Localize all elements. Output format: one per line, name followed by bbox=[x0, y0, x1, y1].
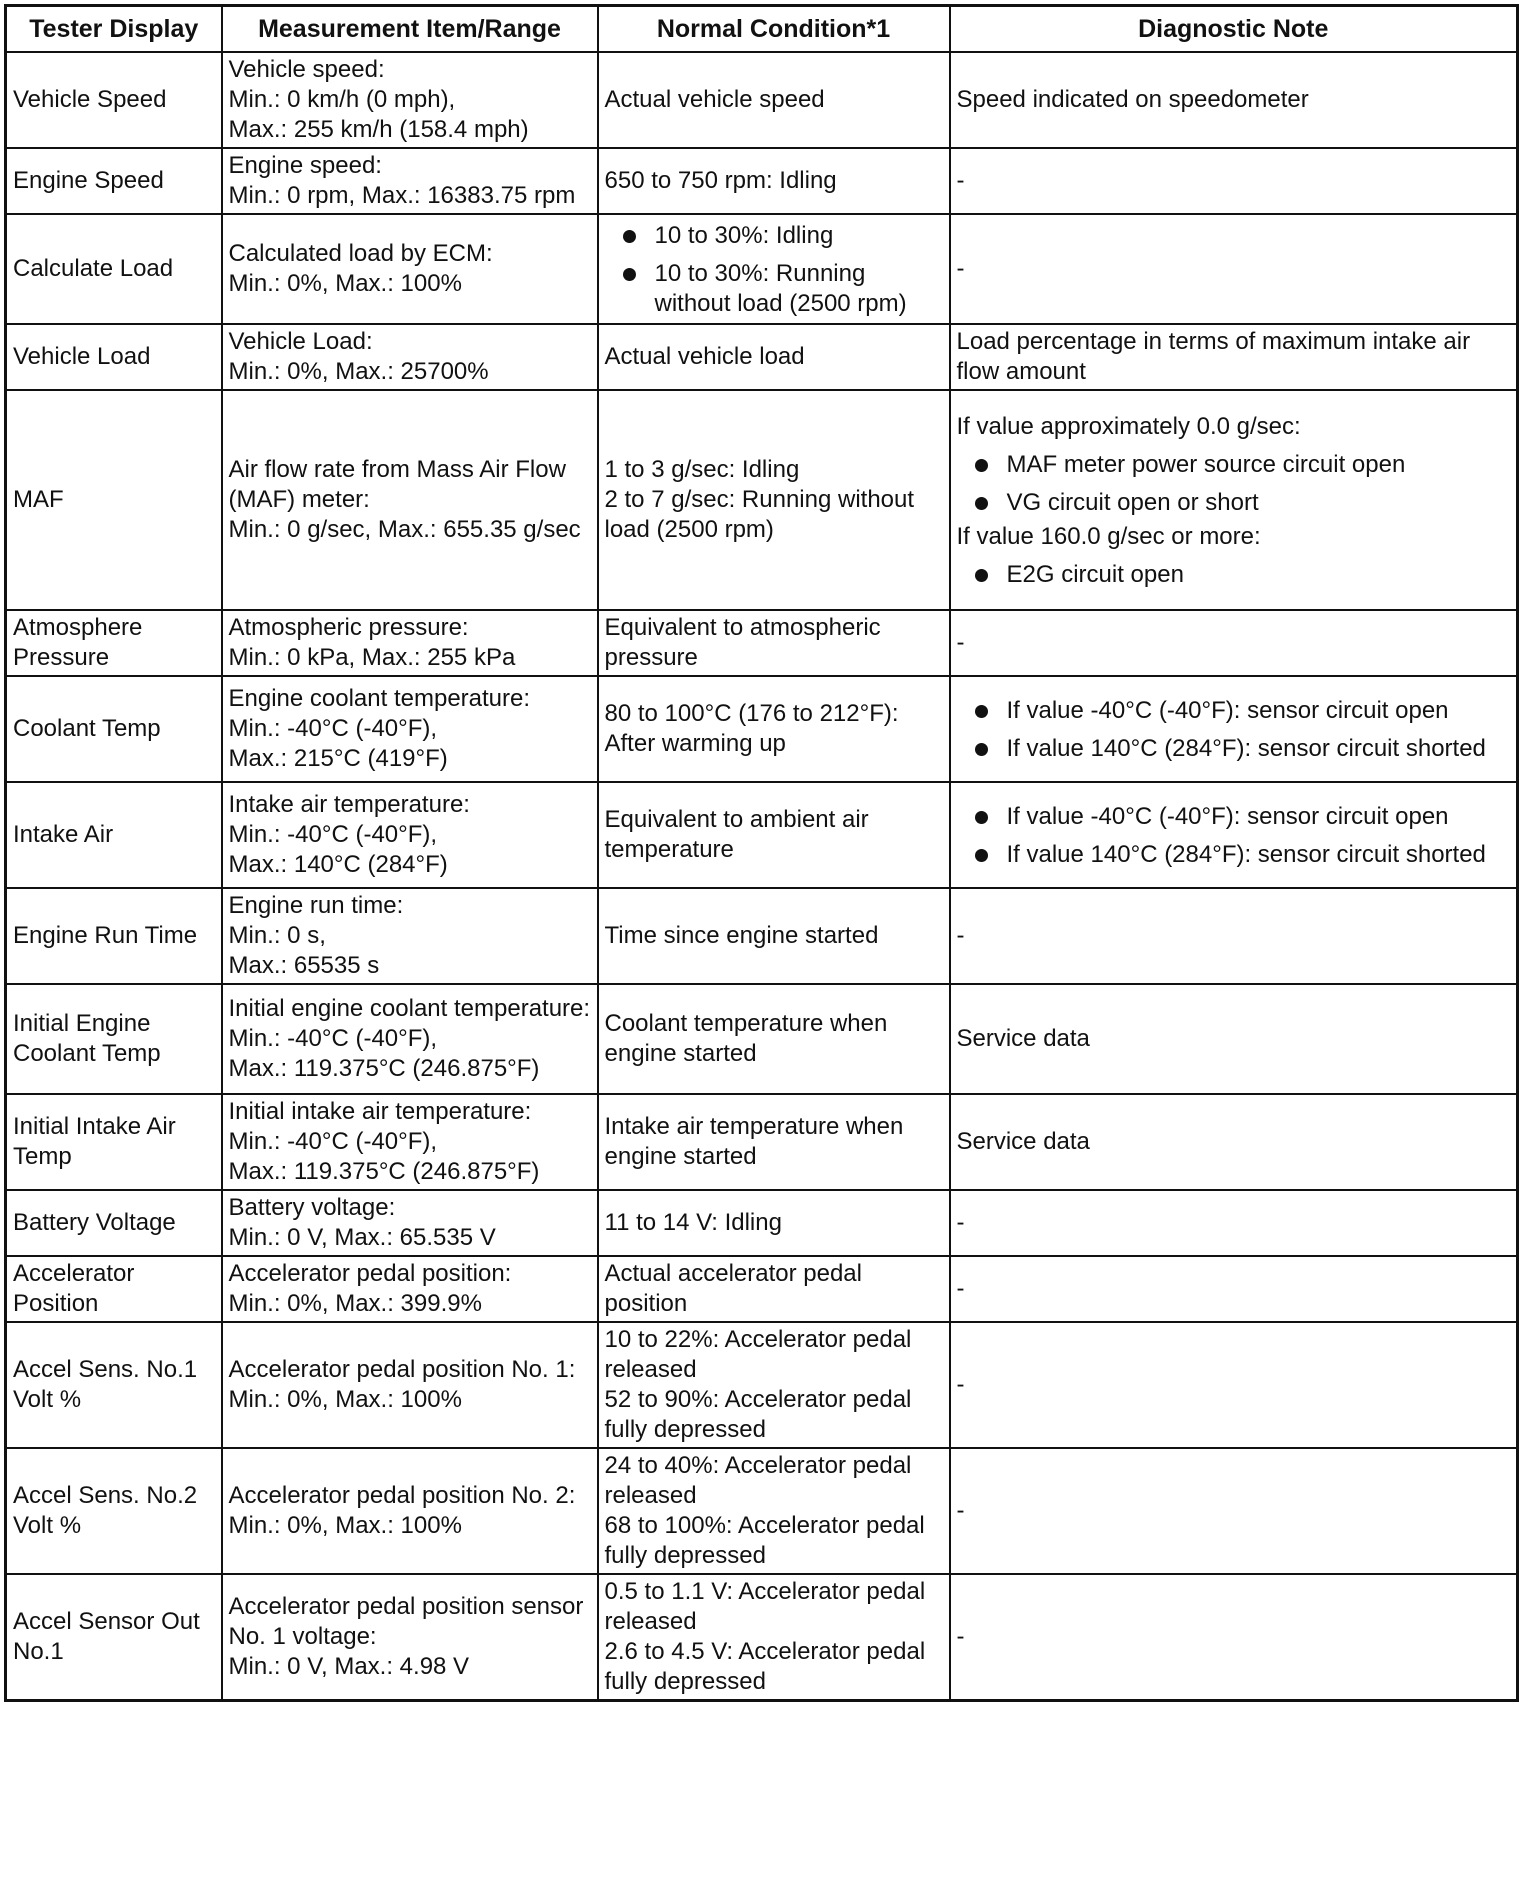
measurement-text: Accelerator pedal position No. 1: bbox=[228, 1356, 576, 1383]
table-row bbox=[6, 1448, 1518, 1574]
bullet-item bbox=[957, 734, 1511, 764]
normal-condition-cell bbox=[598, 1256, 950, 1322]
diagnostic-note-text: Speed indicated on speedometer bbox=[956, 86, 1309, 113]
tester-display-cell bbox=[6, 782, 222, 888]
tester-display-cell bbox=[6, 390, 222, 610]
bullet-item bbox=[957, 840, 1511, 870]
bullet-text: If value -40°C (-40°F): sensor circuit open bbox=[1006, 697, 1449, 724]
measurement-text: Accelerator pedal position: bbox=[228, 1260, 512, 1287]
normal-condition-text: 68 to 100%: Accelerator pedal fully depressed bbox=[604, 1512, 925, 1569]
tester-display-cell bbox=[6, 1190, 222, 1256]
tester-display-cell bbox=[6, 984, 222, 1094]
tester-display-cell bbox=[6, 1448, 222, 1574]
table-row bbox=[6, 148, 1518, 214]
normal-condition-cell bbox=[598, 1190, 950, 1256]
diagnostic-note-text: Service data bbox=[956, 1025, 1090, 1052]
normal-condition-text: Equivalent to atmospheric pressure bbox=[604, 614, 881, 671]
measurement-text: Min.: 0 g/sec, Max.: 655.35 g/sec bbox=[228, 516, 581, 543]
measurement-text: Min.: 0%, Max.: 100% bbox=[228, 1512, 462, 1539]
tester-display-text: Coolant Temp bbox=[13, 715, 161, 742]
measurement-text: Min.: 0 V, Max.: 4.98 V bbox=[228, 1653, 470, 1680]
diagnostic-note-cell bbox=[950, 148, 1518, 214]
measurement-text: Max.: 119.375°C (246.875°F) bbox=[228, 1055, 540, 1082]
note-intro: If value 160.0 g/sec or more: bbox=[956, 523, 1261, 550]
measurement-text: Battery voltage: bbox=[228, 1194, 396, 1221]
measurement-cell bbox=[222, 782, 598, 888]
empty-dash: - bbox=[956, 922, 965, 949]
header-tester-display: Tester Display bbox=[6, 6, 222, 53]
normal-condition-text: Actual accelerator pedal position bbox=[604, 1260, 862, 1317]
bullet-list bbox=[957, 802, 1511, 870]
table-row bbox=[6, 888, 1518, 984]
empty-dash: - bbox=[956, 1371, 965, 1398]
measurement-text: Max.: 119.375°C (246.875°F) bbox=[228, 1158, 540, 1185]
bullet-item bbox=[605, 259, 943, 319]
diagnostic-note-cell bbox=[950, 324, 1518, 390]
measurement-cell bbox=[222, 610, 598, 676]
bullet-icon bbox=[975, 743, 988, 756]
normal-condition-text: 10 to 22%: Accelerator pedal released bbox=[604, 1326, 912, 1383]
bullet-item bbox=[957, 560, 1511, 590]
measurement-text: Min.: 0%, Max.: 399.9% bbox=[228, 1290, 482, 1317]
diagnostic-note-cell bbox=[950, 1094, 1518, 1190]
table-row bbox=[6, 676, 1518, 782]
header-diagnostic-note: Diagnostic Note bbox=[950, 6, 1518, 53]
diagnostic-note-cell bbox=[950, 610, 1518, 676]
measurement-text: Min.: -40°C (-40°F), bbox=[228, 1025, 438, 1052]
bullet-icon bbox=[975, 811, 988, 824]
tester-display-text: MAF bbox=[13, 486, 64, 513]
bullet-icon bbox=[975, 459, 988, 472]
measurement-cell bbox=[222, 1190, 598, 1256]
normal-condition-text: Equivalent to ambient air temperature bbox=[604, 806, 869, 863]
header-measurement: Measurement Item/Range bbox=[222, 6, 598, 53]
bullet-icon bbox=[975, 569, 988, 582]
tester-display-cell bbox=[6, 676, 222, 782]
diagnostic-note-cell bbox=[950, 1574, 1518, 1701]
normal-condition-text: 0.5 to 1.1 V: Accelerator pedal released bbox=[604, 1578, 926, 1635]
bullet-text: If value -40°C (-40°F): sensor circuit open bbox=[1006, 803, 1449, 830]
normal-condition-text: Coolant temperature when engine started bbox=[604, 1010, 888, 1067]
measurement-cell bbox=[222, 676, 598, 782]
tester-display-text: Engine Run Time bbox=[13, 922, 198, 949]
measurement-text: Min.: -40°C (-40°F), bbox=[228, 1128, 438, 1155]
empty-dash: - bbox=[956, 1275, 965, 1302]
tester-display-cell bbox=[6, 1574, 222, 1701]
tester-display-text: Accel Sens. No.2 Volt % bbox=[13, 1482, 198, 1539]
tester-display-cell bbox=[6, 214, 222, 324]
normal-condition-text: Actual vehicle speed bbox=[604, 86, 825, 113]
normal-condition-text: Time since engine started bbox=[604, 922, 879, 949]
tester-display-cell bbox=[6, 610, 222, 676]
measurement-text: Min.: 0%, Max.: 100% bbox=[228, 270, 462, 297]
normal-condition-text: 2.6 to 4.5 V: Accelerator pedal fully depressed bbox=[604, 1638, 926, 1695]
bullet-icon bbox=[975, 497, 988, 510]
measurement-text: Min.: 0 V, Max.: 65.535 V bbox=[228, 1224, 496, 1251]
measurement-text: Min.: 0 kPa, Max.: 255 kPa bbox=[228, 644, 516, 671]
normal-condition-cell bbox=[598, 610, 950, 676]
measurement-cell bbox=[222, 1094, 598, 1190]
tester-display-cell bbox=[6, 888, 222, 984]
tester-display-cell bbox=[6, 52, 222, 148]
tester-display-text: Atmosphere Pressure bbox=[13, 614, 143, 671]
tester-display-text: Initial Intake Air Temp bbox=[13, 1113, 176, 1170]
table-row bbox=[6, 1322, 1518, 1448]
measurement-text: Engine run time: bbox=[228, 892, 404, 919]
normal-condition-cell bbox=[598, 782, 950, 888]
normal-condition-cell bbox=[598, 1448, 950, 1574]
bullet-icon bbox=[623, 268, 636, 281]
note-intro: If value approximately 0.0 g/sec: bbox=[956, 413, 1301, 440]
data-list-table bbox=[4, 4, 1519, 1702]
normal-condition-cell bbox=[598, 1322, 950, 1448]
diagnostic-note-cell bbox=[950, 1448, 1518, 1574]
diagnostic-note-text: Load percentage in terms of maximum intake air flow amount bbox=[956, 328, 1471, 385]
measurement-cell bbox=[222, 1574, 598, 1701]
measurement-text: Max.: 215°C (419°F) bbox=[228, 745, 448, 772]
measurement-cell bbox=[222, 390, 598, 610]
measurement-text: Initial intake air temperature: bbox=[228, 1098, 532, 1125]
measurement-cell bbox=[222, 888, 598, 984]
measurement-cell bbox=[222, 214, 598, 324]
normal-condition-cell bbox=[598, 214, 950, 324]
empty-dash: - bbox=[956, 167, 965, 194]
bullet-item bbox=[957, 696, 1511, 726]
header-normal-condition: Normal Condition*1 bbox=[598, 6, 950, 53]
tester-display-text: Initial Engine Coolant Temp bbox=[13, 1010, 161, 1067]
tester-display-cell bbox=[6, 148, 222, 214]
table-row bbox=[6, 1256, 1518, 1322]
bullet-item bbox=[605, 221, 943, 251]
tester-display-text: Accel Sens. No.1 Volt % bbox=[13, 1356, 198, 1413]
tester-display-text: Battery Voltage bbox=[13, 1209, 176, 1236]
bullet-list bbox=[605, 221, 943, 319]
bullet-list bbox=[957, 560, 1511, 590]
measurement-text: Vehicle speed: bbox=[228, 56, 385, 83]
bullet-item bbox=[957, 450, 1511, 480]
measurement-text: Min.: 0%, Max.: 25700% bbox=[228, 358, 489, 385]
measurement-cell bbox=[222, 1256, 598, 1322]
normal-condition-cell bbox=[598, 148, 950, 214]
measurement-text: Min.: 0 s, bbox=[228, 922, 326, 949]
table-row bbox=[6, 1190, 1518, 1256]
normal-condition-cell bbox=[598, 390, 950, 610]
normal-condition-cell bbox=[598, 888, 950, 984]
table-row bbox=[6, 390, 1518, 610]
measurement-cell bbox=[222, 1448, 598, 1574]
normal-condition-text: 2 to 7 g/sec: Running without load (2500 rpm) bbox=[604, 486, 915, 543]
normal-condition-text: 24 to 40%: Accelerator pedal released bbox=[604, 1452, 912, 1509]
normal-condition-cell bbox=[598, 52, 950, 148]
tester-display-cell bbox=[6, 1256, 222, 1322]
table-row bbox=[6, 782, 1518, 888]
empty-dash: - bbox=[956, 1209, 965, 1236]
tester-display-text: Accelerator Position bbox=[13, 1260, 135, 1317]
tester-display-cell bbox=[6, 1322, 222, 1448]
table-row bbox=[6, 52, 1518, 148]
measurement-text: Min.: -40°C (-40°F), bbox=[228, 715, 438, 742]
diagnostic-note-cell bbox=[950, 984, 1518, 1094]
measurement-cell bbox=[222, 984, 598, 1094]
measurement-text: Atmospheric pressure: bbox=[228, 614, 469, 641]
diagnostic-note-cell bbox=[950, 52, 1518, 148]
bullet-text: E2G circuit open bbox=[1006, 561, 1184, 588]
diagnostic-note-text: Service data bbox=[956, 1128, 1090, 1155]
tester-display-cell bbox=[6, 1094, 222, 1190]
measurement-cell bbox=[222, 148, 598, 214]
normal-condition-text: Actual vehicle load bbox=[604, 343, 805, 370]
measurement-text: Min.: -40°C (-40°F), bbox=[228, 821, 438, 848]
table-row bbox=[6, 610, 1518, 676]
data-list-sheet bbox=[4, 4, 1516, 1702]
measurement-cell bbox=[222, 52, 598, 148]
diagnostic-note-cell bbox=[950, 888, 1518, 984]
bullet-icon bbox=[623, 230, 636, 243]
bullet-text: If value 140°C (284°F): sensor circuit shorted bbox=[1006, 735, 1486, 762]
measurement-text: Accelerator pedal position No. 2: bbox=[228, 1482, 576, 1509]
bullet-list bbox=[957, 696, 1511, 764]
measurement-text: Min.: 0 km/h (0 mph), bbox=[228, 86, 456, 113]
normal-condition-cell bbox=[598, 984, 950, 1094]
table-row bbox=[6, 1094, 1518, 1190]
tester-display-text: Accel Sensor Out No.1 bbox=[13, 1608, 200, 1665]
diagnostic-note-cell bbox=[950, 1256, 1518, 1322]
tester-display-text: Engine Speed bbox=[13, 167, 164, 194]
table-row bbox=[6, 324, 1518, 390]
bullet-text: 10 to 30%: Idling bbox=[654, 222, 834, 249]
diagnostic-note-cell bbox=[950, 1322, 1518, 1448]
tester-display-text: Intake Air bbox=[13, 821, 114, 848]
normal-condition-text: 80 to 100°C (176 to 212°F): After warming up bbox=[604, 700, 899, 757]
measurement-text: Min.: 0%, Max.: 100% bbox=[228, 1386, 462, 1413]
normal-condition-cell bbox=[598, 324, 950, 390]
normal-condition-cell bbox=[598, 1094, 950, 1190]
normal-condition-cell bbox=[598, 676, 950, 782]
measurement-text: Engine coolant temperature: bbox=[228, 685, 531, 712]
bullet-icon bbox=[975, 705, 988, 718]
measurement-text: Accelerator pedal position sensor No. 1 voltage: bbox=[228, 1593, 584, 1650]
table-row bbox=[6, 214, 1518, 324]
normal-condition-text: 650 to 750 rpm: Idling bbox=[604, 167, 837, 194]
normal-condition-text: 52 to 90%: Accelerator pedal fully depressed bbox=[604, 1386, 912, 1443]
bullet-text: MAF meter power source circuit open bbox=[1006, 451, 1406, 478]
bullet-item bbox=[957, 802, 1511, 832]
measurement-text: Calculated load by ECM: bbox=[228, 240, 493, 267]
empty-dash: - bbox=[956, 629, 965, 656]
header-row bbox=[6, 6, 1518, 53]
bullet-text: If value 140°C (284°F): sensor circuit shorted bbox=[1006, 841, 1486, 868]
normal-condition-cell bbox=[598, 1574, 950, 1701]
bullet-list bbox=[957, 450, 1511, 518]
normal-condition-text: Intake air temperature when engine started bbox=[604, 1113, 904, 1170]
bullet-text: VG circuit open or short bbox=[1006, 489, 1259, 516]
measurement-text: Max.: 255 km/h (158.4 mph) bbox=[228, 116, 529, 143]
table-row bbox=[6, 984, 1518, 1094]
measurement-text: Initial engine coolant temperature: bbox=[228, 995, 591, 1022]
measurement-text: Intake air temperature: bbox=[228, 791, 470, 818]
tester-display-text: Vehicle Speed bbox=[13, 86, 167, 113]
diagnostic-note-cell bbox=[950, 782, 1518, 888]
measurement-text: Air flow rate from Mass Air Flow (MAF) meter: bbox=[228, 456, 566, 513]
empty-dash: - bbox=[956, 255, 965, 282]
tester-display-text: Vehicle Load bbox=[13, 343, 151, 370]
diagnostic-note-cell bbox=[950, 676, 1518, 782]
measurement-text: Max.: 65535 s bbox=[228, 952, 380, 979]
normal-condition-text: 11 to 14 V: Idling bbox=[604, 1209, 782, 1236]
diagnostic-note-cell bbox=[950, 390, 1518, 610]
bullet-text: 10 to 30%: Running without load (2500 rpm) bbox=[654, 260, 907, 317]
measurement-text: Vehicle Load: bbox=[228, 328, 373, 355]
diagnostic-note-cell bbox=[950, 214, 1518, 324]
measurement-cell bbox=[222, 324, 598, 390]
empty-dash: - bbox=[956, 1623, 965, 1650]
measurement-text: Max.: 140°C (284°F) bbox=[228, 851, 448, 878]
measurement-text: Min.: 0 rpm, Max.: 16383.75 rpm bbox=[228, 182, 576, 209]
bullet-item bbox=[957, 488, 1511, 518]
diagnostic-note-cell bbox=[950, 1190, 1518, 1256]
empty-dash: - bbox=[956, 1497, 965, 1524]
normal-condition-text: 1 to 3 g/sec: Idling bbox=[604, 456, 800, 483]
tester-display-text: Calculate Load bbox=[13, 255, 174, 282]
table-row bbox=[6, 1574, 1518, 1701]
measurement-text: Engine speed: bbox=[228, 152, 382, 179]
bullet-icon bbox=[975, 849, 988, 862]
tester-display-cell bbox=[6, 324, 222, 390]
measurement-cell bbox=[222, 1322, 598, 1448]
